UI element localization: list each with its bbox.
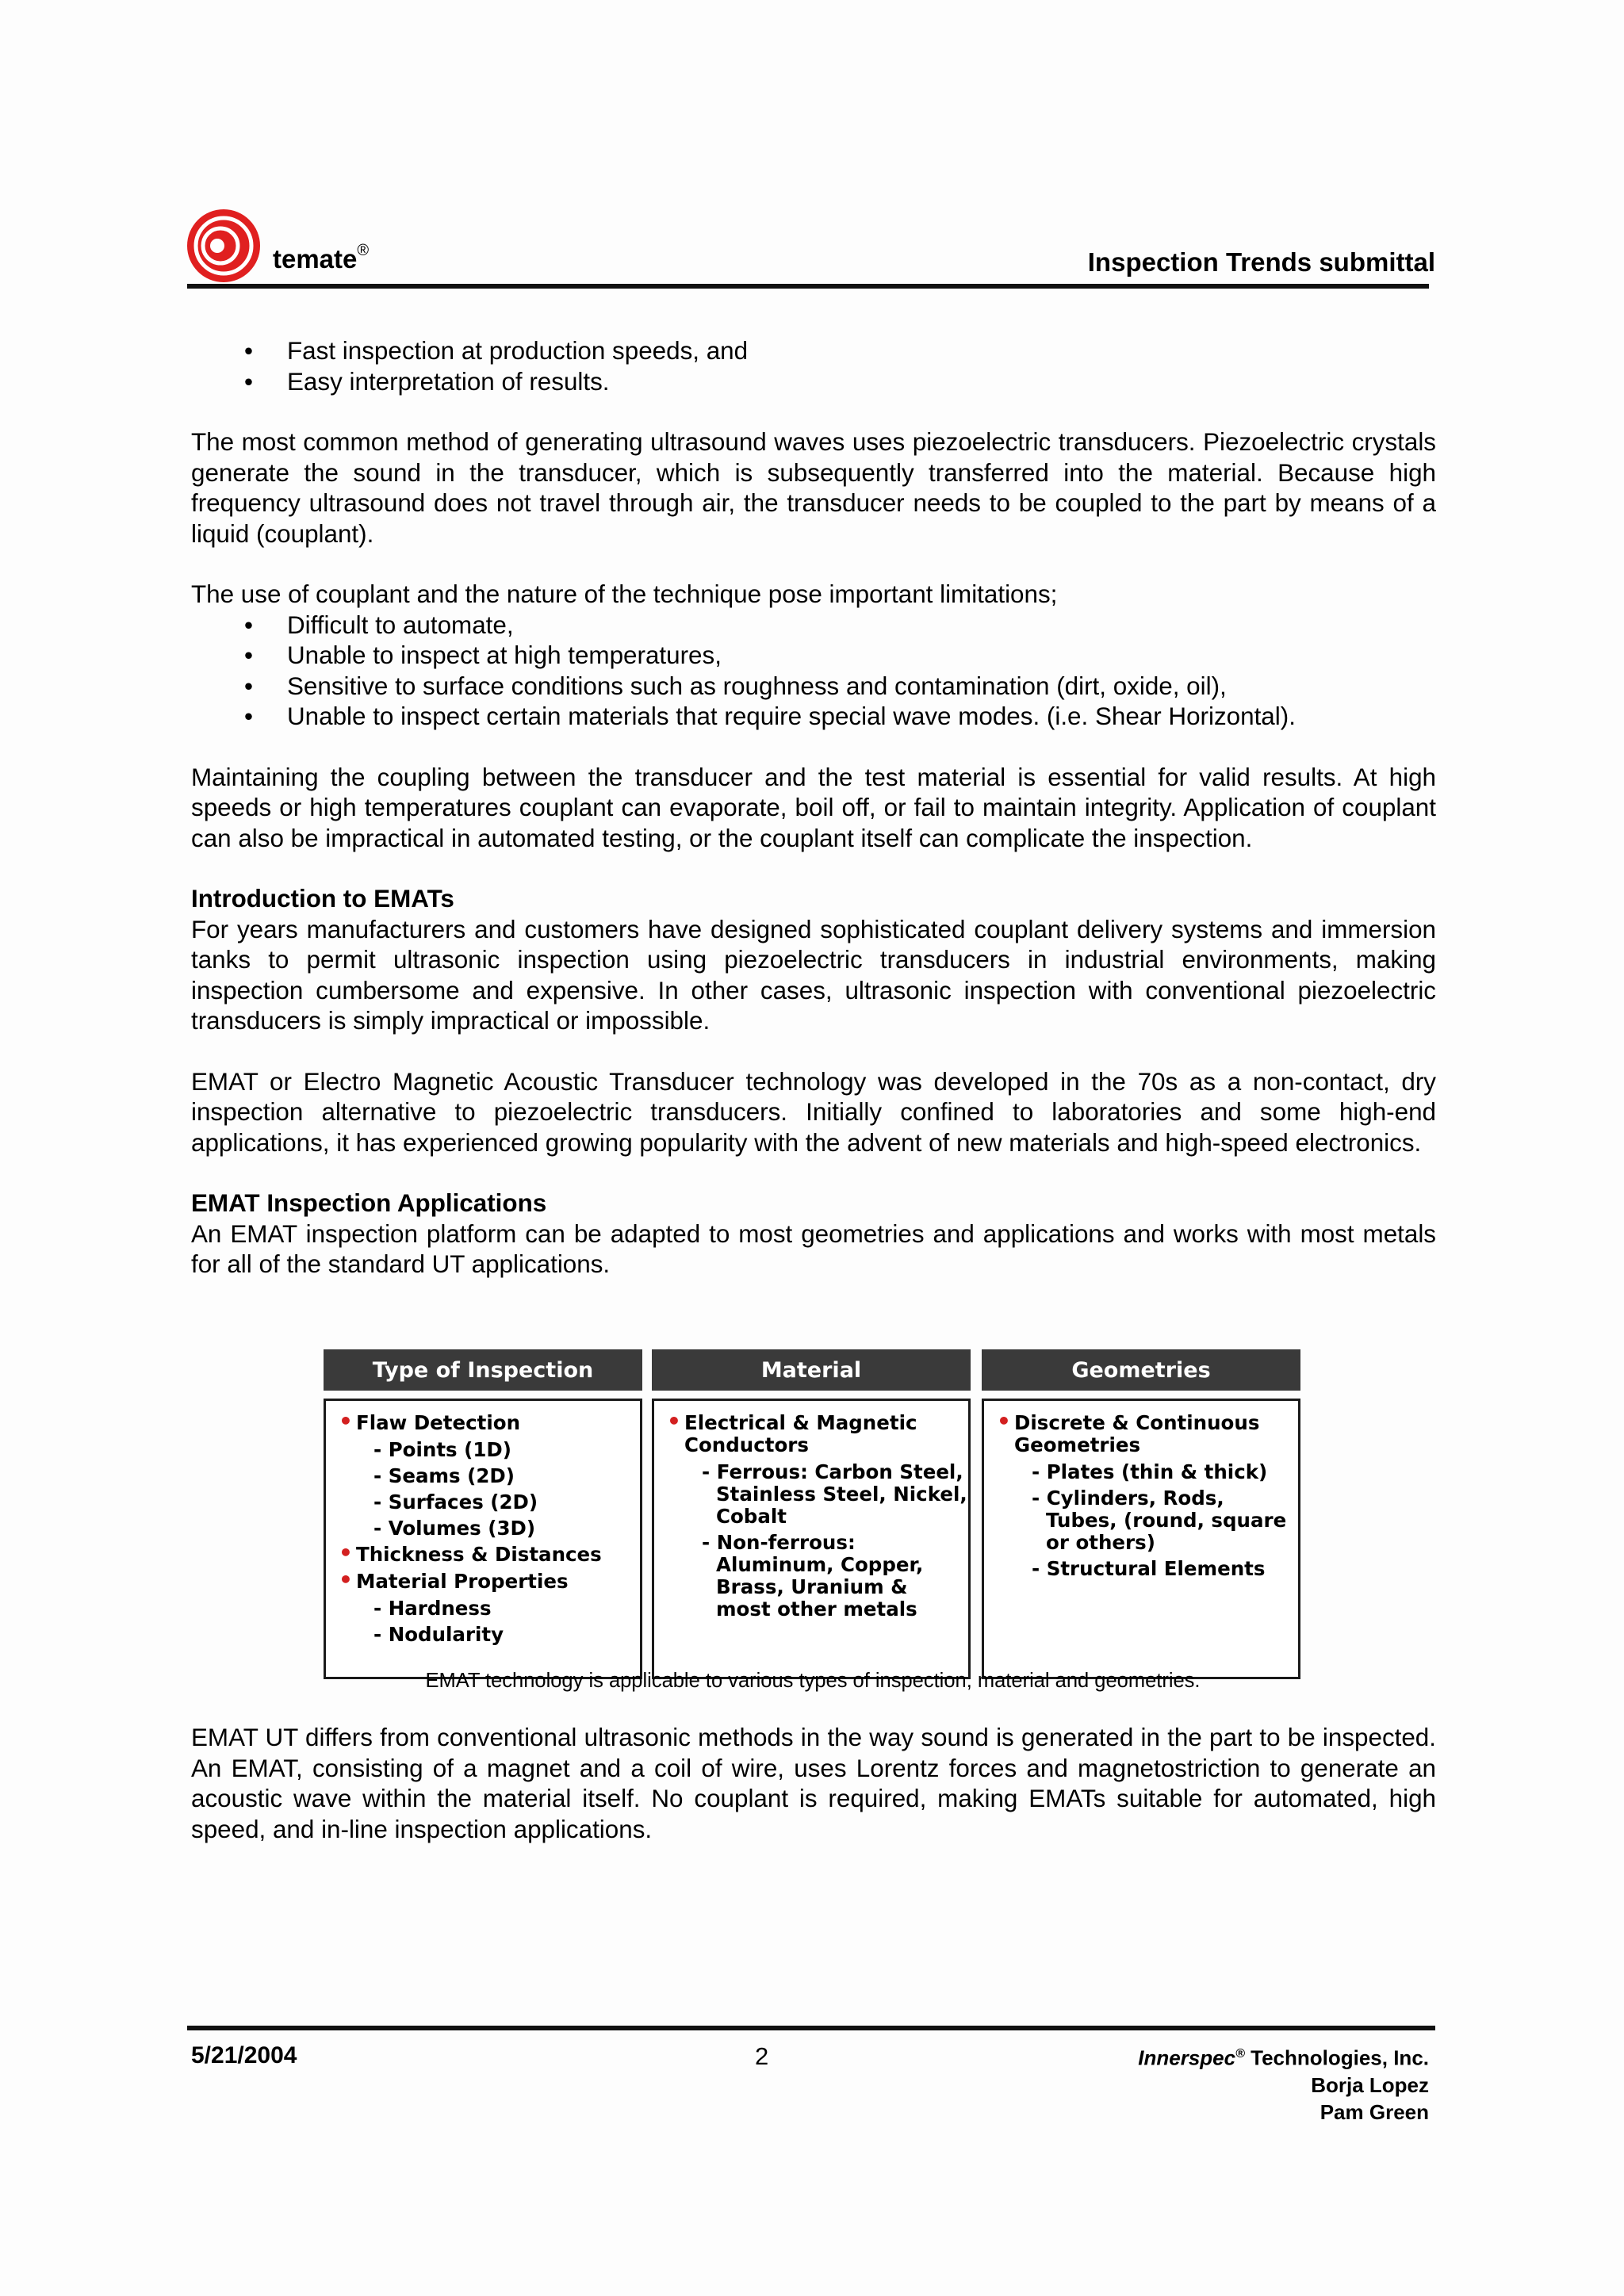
- figure-item: Material Properties: [356, 1570, 569, 1593]
- paragraph: For years manufacturers and customers have designed sophisticated couplant delivery systems and immersion tanks to permit ultrasonic inspection using piezoelectric transducers in industrial environments, making inspection cumbersome and expensive. In other cases, ultrasonic inspection with conventional piezoelectric transducers is simply impractical or impossible.: [191, 915, 1436, 1035]
- list-item: • Sensitive to surface conditions such as roughness and contamination (dirt, oxide, oil),: [191, 672, 1436, 702]
- section-heading: EMAT Inspection Applications: [191, 1189, 547, 1217]
- figure-column-header: Material: [652, 1349, 971, 1391]
- bullet-icon: •: [339, 1540, 353, 1566]
- figure-subitem: - Structural Elements: [1032, 1557, 1266, 1580]
- list-item: • Fast inspection at production speeds, and: [191, 336, 1436, 367]
- figure-column-inspection: [324, 1349, 642, 1646]
- figure-column-box: [982, 1399, 1300, 1679]
- figure-item: Electrical & Magnetic Conductors: [684, 1411, 917, 1456]
- brand-name: temate®: [273, 242, 370, 274]
- figure-subitem: - Volumes (3D): [373, 1517, 536, 1540]
- bullet-icon: •: [997, 1408, 1011, 1434]
- paragraph: The most common method of generating ultrasound waves uses piezoelectric transducers. Piezoelectric crystals generate the sound in the transducer, which is subsequently transferred into the material. Because high frequency ultrasound does not travel through air, the transducer needs to be coupled to the part by means of a liquid (couplant).: [191, 428, 1436, 548]
- footer-company: Innerspec® Technologies, Inc.: [1138, 2045, 1429, 2070]
- paragraph: EMAT or Electro Magnetic Acoustic Transducer technology was developed in the 70s as a non-contact, dry inspection alternative to piezoelectric transducers. Initially confined to laboratories and some high-end applications, it has experienced growing popularity with the advent of new materials and high-speed electronics.: [191, 1067, 1436, 1157]
- document-body: [191, 336, 1436, 1280]
- page-number: 2: [755, 2042, 769, 2070]
- bullet-icon: •: [339, 1567, 353, 1593]
- figure-subitem: - Cylinders, Rods, Tubes, (round, square or others): [1032, 1487, 1287, 1554]
- footer-date: 5/21/2004: [191, 2042, 297, 2068]
- footer-author: Borja Lopez: [1311, 2072, 1429, 2097]
- figure-subitem: - Points (1D): [373, 1438, 511, 1461]
- paragraph: The use of couplant and the nature of the technique pose important limitations;: [191, 580, 1058, 608]
- figure-subitem: - Non-ferrous: Aluminum, Copper, Brass, Uranium & most other metals: [702, 1531, 924, 1621]
- figure-caption: EMAT technology is applicable to various types of inspection, material and geometries.: [425, 1670, 1201, 1692]
- bullet-icon: •: [667, 1408, 681, 1434]
- figure-item: Thickness & Distances: [356, 1543, 602, 1566]
- list-item: • Unable to inspect certain materials that require special wave modes. (i.e. Shear Horizontal).: [191, 702, 1436, 733]
- figure-column-box: [652, 1399, 971, 1679]
- footer-divider: [187, 2026, 1435, 2030]
- figure-subitem: - Surfaces (2D): [373, 1490, 538, 1513]
- emat-applications-figure: [324, 1349, 1302, 1692]
- figure-column-material: [652, 1349, 971, 1621]
- figure-column-header: Type of Inspection: [324, 1349, 642, 1391]
- figure-item: Discrete & Continuous Geometries: [1014, 1411, 1260, 1456]
- figure-subitem: - Seams (2D): [373, 1464, 515, 1487]
- paragraph: EMAT UT differs from conventional ultrasonic methods in the way sound is generated in the part to be inspected. An EMAT, consisting of a magnet and a coil of wire, uses Lorentz forces and magnetostriction to generate an acoustic wave within the material itself. No couplant is required, making EMATs suitable for automated, high speed, and in-line inspection applications.: [191, 1724, 1436, 1843]
- header-divider: [187, 284, 1429, 289]
- list-item: • Unable to inspect at high temperatures,: [191, 641, 1436, 672]
- paragraph: An EMAT inspection platform can be adapted to most geometries and applications and works with most metals for all of the standard UT applications.: [191, 1219, 1436, 1278]
- figure-item: Flaw Detection: [356, 1411, 521, 1434]
- paragraph: Maintaining the coupling between the transducer and the test material is essential for valid results. At high speeds or high temperatures couplant can evaporate, boil off, or fail to maintain integrity. Application of couplant can also be impractical in automated testing, or the couplant itself can complicate the inspection.: [191, 763, 1436, 852]
- figure-subitem: - Nodularity: [373, 1623, 504, 1646]
- list-item: • Difficult to automate,: [191, 610, 1436, 641]
- bullet-list-limitations: [191, 610, 1436, 733]
- figure-subitem: - Hardness: [373, 1597, 492, 1620]
- figure-column-geometries: [982, 1349, 1300, 1580]
- figure-column-box: [324, 1399, 642, 1679]
- figure-subitem: - Ferrous: Carbon Steel, Stainless Steel, Nickel, Cobalt: [702, 1460, 967, 1528]
- list-item: • Easy interpretation of results.: [191, 367, 1436, 398]
- document-body-continued: [191, 1723, 1436, 1845]
- footer-credits: [1138, 2041, 1429, 2126]
- header-title: Inspection Trends submittal: [1087, 247, 1435, 277]
- bullet-list-top: [191, 336, 1436, 397]
- section-heading: Introduction to EMATs: [191, 885, 454, 913]
- figure-subitem: - Plates (thin & thick): [1032, 1460, 1268, 1483]
- bullet-icon: •: [339, 1408, 353, 1434]
- footer-author: Pam Green: [1320, 2099, 1429, 2124]
- temate-logo-icon: [186, 208, 262, 284]
- figure-column-header: Geometries: [982, 1349, 1300, 1391]
